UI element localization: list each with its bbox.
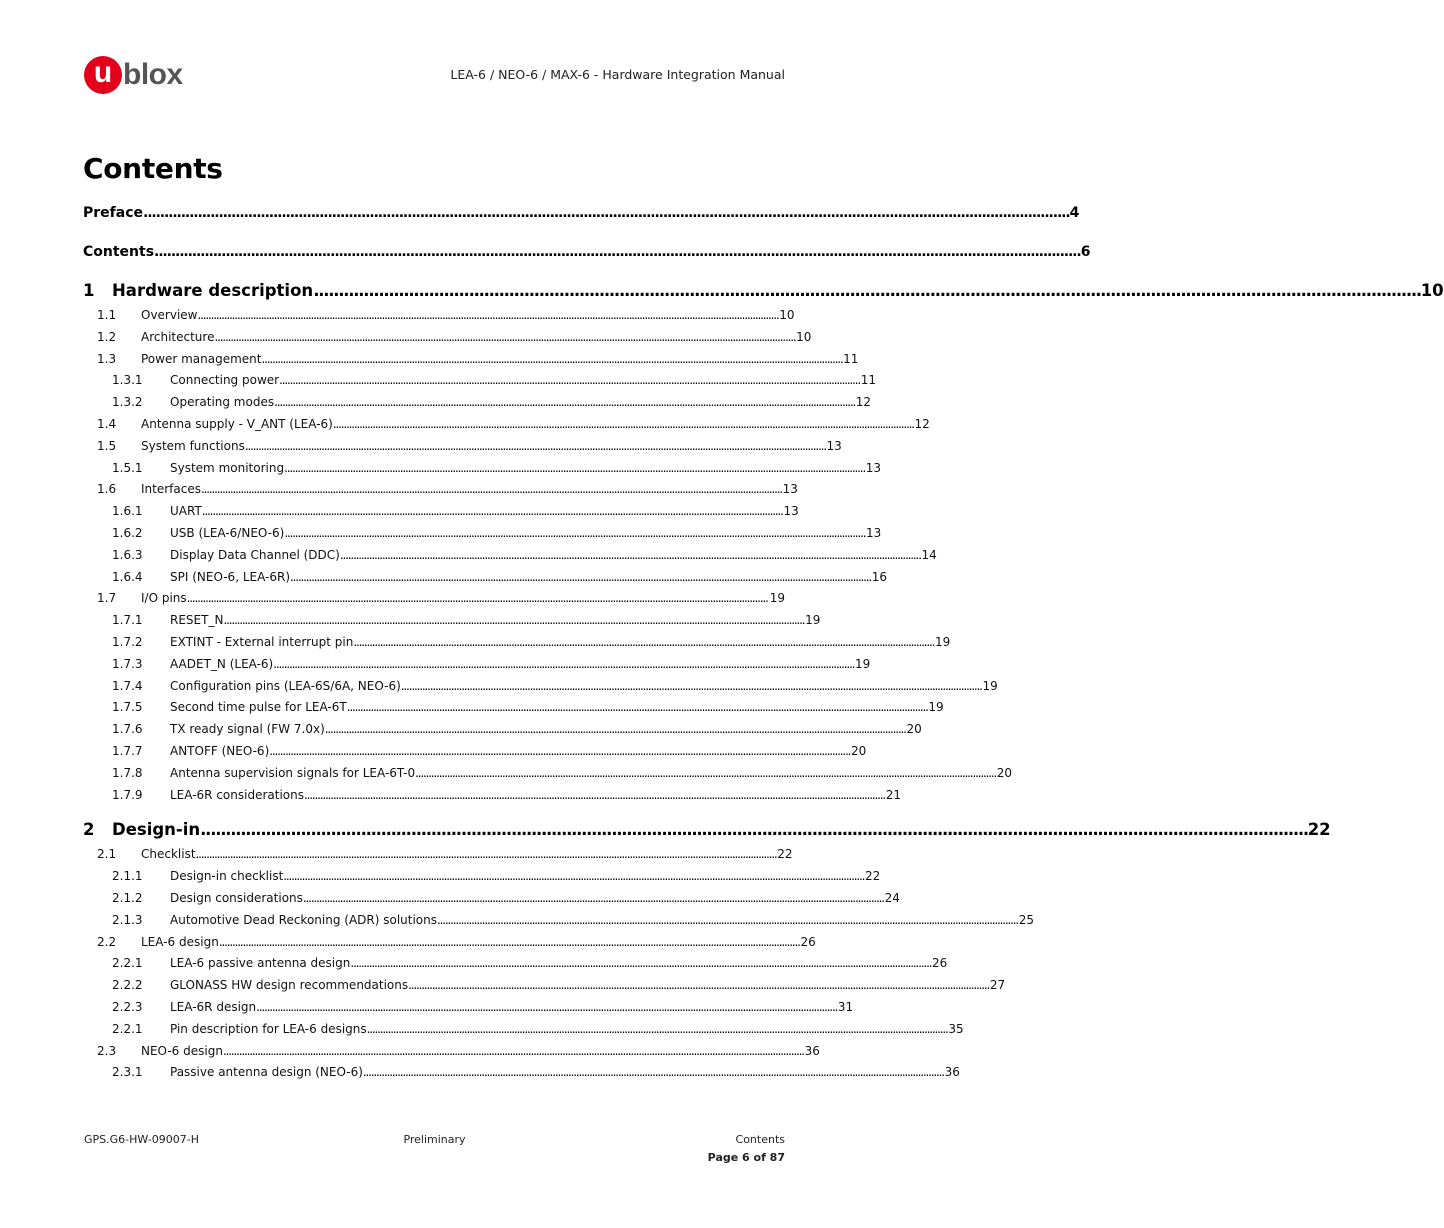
logo-mark: u — [84, 56, 122, 94]
toc-leader-dots — [325, 719, 905, 741]
toc-page-number: 13 — [865, 460, 882, 475]
footer-page-info: Page 6 of 87 — [707, 1151, 785, 1164]
toc-entry[interactable] — [83, 327, 812, 349]
toc-section-number: 2.1.2 — [112, 890, 143, 905]
toc-leader-dots — [256, 997, 836, 1019]
toc-leader-dots — [347, 697, 927, 719]
toc-entry[interactable] — [83, 632, 951, 654]
toc-page-number: 19 — [935, 634, 951, 649]
toc-entry-contents[interactable] — [83, 244, 1091, 266]
toc-section-number: 1.4 — [97, 416, 117, 431]
toc-page-number: 11 — [843, 351, 859, 366]
toc-section-number: 1.7 — [97, 591, 117, 606]
toc-leader-dots — [333, 414, 913, 436]
toc-section-number: 2.3 — [97, 1043, 117, 1058]
footer-section — [708, 1133, 785, 1164]
toc-chapter-title: Design-in — [112, 820, 201, 840]
toc-page-number: 11 — [860, 373, 877, 388]
toc-entry-preface[interactable] — [83, 205, 1080, 227]
toc-page-number: 4 — [1069, 205, 1080, 221]
toc-entry[interactable] — [83, 588, 785, 610]
toc-leader-dots — [223, 610, 803, 632]
toc-section-number: 1.7.9 — [112, 787, 143, 802]
toc-section-number: 1.6.4 — [112, 569, 143, 584]
toc-entry[interactable] — [83, 785, 901, 807]
toc-page-number: 16 — [871, 569, 887, 584]
toc-section-number: 2.2.1 — [112, 1021, 143, 1036]
toc-entry[interactable] — [83, 567, 887, 589]
toc-entry[interactable] — [83, 1041, 820, 1063]
toc-section-number: 1.5 — [97, 438, 117, 453]
toc-section-number: 1.6.2 — [112, 525, 143, 540]
toc-section-number: 1.7.7 — [112, 743, 143, 758]
toc-section-title: ANTOFF (NEO-6) — [170, 743, 270, 758]
toc-entry[interactable] — [83, 414, 930, 436]
toc-leader-dots — [245, 436, 825, 458]
toc-section-number: 2.1 — [97, 847, 117, 862]
toc-section-title: Passive antenna design (NEO-6) — [170, 1065, 363, 1080]
ublox-logo — [84, 55, 183, 95]
toc-page-number: 21 — [885, 787, 901, 802]
toc-chapter-1[interactable] — [83, 281, 1444, 305]
toc-page-number: 13 — [783, 504, 799, 519]
toc-leader-dots — [201, 479, 781, 501]
toc-leader-dots — [340, 545, 920, 567]
toc-page-number: 22 — [1307, 820, 1331, 840]
toc-section-number: 2.1.1 — [112, 869, 143, 884]
toc-leader-dots — [283, 866, 863, 888]
toc-entry[interactable] — [83, 719, 922, 741]
toc-section-number: 2.2.3 — [112, 999, 143, 1014]
toc-leader-dots — [279, 370, 859, 392]
toc-section-title: Antenna supervision signals for LEA-6T-0 — [170, 765, 416, 780]
toc-leader-dots — [415, 763, 995, 785]
toc-section-number: 1.7.8 — [112, 765, 143, 780]
toc-section-title: Automotive Dead Reckoning (ADR) solutions — [170, 912, 437, 927]
toc-leader-dots — [401, 676, 981, 698]
toc-chapter-1-sections — [83, 305, 1013, 806]
toc-leader-dots — [350, 953, 930, 975]
page-title: Contents — [83, 152, 223, 185]
toc-leader-dots — [284, 523, 864, 545]
toc-leader-dots — [304, 785, 884, 807]
toc-page-number: 10 — [1420, 281, 1444, 300]
toc-section-title: LEA-6R design — [170, 999, 257, 1014]
toc-entry[interactable] — [83, 1062, 960, 1084]
toc-page-number: 25 — [1018, 912, 1034, 927]
toc-entry[interactable] — [83, 953, 948, 975]
toc-section-number: 1.3.2 — [112, 395, 143, 410]
toc-page-number: 20 — [906, 722, 922, 737]
toc-section-number: 1.7.3 — [112, 656, 143, 671]
toc-entry[interactable] — [83, 676, 998, 698]
toc-entry[interactable] — [83, 697, 944, 719]
toc-entry[interactable] — [83, 501, 799, 523]
footer-doc-id: GPS.G6-HW-09007-H — [84, 1133, 200, 1146]
toc-section-title: RESET_N — [170, 613, 224, 628]
toc-leader-dots — [363, 1062, 943, 1084]
toc-section-title: Interfaces — [141, 482, 201, 497]
document-title: LEA-6 / NEO-6 / MAX-6 - Hardware Integration Manual — [450, 67, 785, 82]
toc-entry[interactable] — [83, 610, 821, 632]
toc-entry[interactable] — [83, 910, 1034, 932]
toc-page-number: 22 — [864, 869, 881, 884]
toc-section-number: 2.2 — [97, 934, 117, 949]
toc-section-number: 2.2.2 — [112, 978, 143, 993]
toc-section-number: 1.3.1 — [112, 373, 143, 388]
toc-page-number: 20 — [850, 743, 867, 758]
toc-section-title: Design considerations — [170, 890, 303, 905]
toc-section-title: NEO-6 design — [141, 1043, 223, 1058]
toc-leader-dots — [154, 244, 1079, 260]
toc-section-title: System monitoring — [170, 460, 285, 475]
toc-section-title: USB (LEA-6/NEO-6) — [170, 525, 285, 540]
toc-section-title: Power management — [141, 351, 262, 366]
toc-entry[interactable] — [83, 523, 882, 545]
toc-section-title: Overview — [141, 308, 198, 322]
toc-leader-dots — [437, 910, 1017, 932]
toc-page-number: 27 — [989, 978, 1006, 993]
toc-page-number: 19 — [854, 656, 871, 671]
toc-page-number: 14 — [921, 547, 937, 562]
toc-page-number: 31 — [837, 999, 854, 1014]
footer-status: Preliminary — [403, 1133, 466, 1146]
toc-section-number: 1.6.3 — [112, 547, 143, 562]
toc-chapter-number: 2 — [83, 820, 95, 840]
toc-chapter-title: Hardware description — [112, 281, 314, 300]
toc-entry[interactable] — [83, 844, 793, 866]
toc-entry[interactable] — [83, 305, 795, 327]
toc-section-number: 1.6 — [97, 482, 117, 497]
toc-page-number: 12 — [855, 395, 872, 410]
toc-page-number: 13 — [782, 482, 798, 497]
toc-section-title: LEA-6 passive antenna design — [170, 956, 351, 971]
toc-leader-dots — [274, 392, 854, 414]
toc-leader-dots — [273, 654, 853, 676]
toc-page-number: 6 — [1080, 244, 1091, 260]
toc-page-number: 19 — [805, 613, 821, 628]
toc-entry[interactable] — [83, 370, 877, 392]
toc-entry[interactable] — [83, 436, 842, 458]
toc-section-title: Antenna supply - V_ANT (LEA-6) — [141, 416, 333, 431]
toc-leader-dots — [284, 458, 864, 480]
toc-entry[interactable] — [83, 741, 867, 763]
toc-entry-title: Preface — [83, 205, 143, 221]
toc-leader-dots — [290, 567, 870, 589]
toc-section-title: Checklist — [141, 847, 196, 862]
toc-chapter-2-sections — [83, 844, 1034, 1084]
toc-entry[interactable] — [83, 458, 882, 480]
toc-section-title: EXTINT - External interrupt pin — [170, 634, 354, 649]
toc-section-title: LEA-6R considerations — [170, 787, 304, 802]
toc-section-number: 1.7.4 — [112, 678, 143, 693]
toc-page-number: 12 — [914, 416, 930, 431]
toc-entry[interactable] — [83, 479, 798, 501]
toc-section-title: SPI (NEO-6, LEA-6R) — [170, 569, 291, 584]
toc-leader-dots — [198, 305, 778, 327]
toc-entry[interactable] — [83, 545, 937, 567]
toc-entry[interactable] — [83, 763, 1013, 785]
toc-section-number: 2.1.3 — [112, 912, 143, 927]
toc-section-title: Architecture — [141, 329, 215, 344]
toc-section-number: 1.7.1 — [112, 613, 143, 628]
toc-entry[interactable] — [83, 654, 871, 676]
toc-section-number: 1.1 — [97, 308, 117, 322]
toc-section-number: 1.3 — [97, 351, 117, 366]
toc-section-title: Design-in checklist — [170, 869, 284, 884]
toc-entry[interactable] — [83, 997, 854, 1019]
toc-section-title: Configuration pins (LEA-6S/6A, NEO-6) — [170, 678, 401, 693]
toc-leader-dots — [353, 632, 933, 654]
toc-leader-dots — [408, 975, 988, 997]
toc-section-title: GLONASS HW design recommendations — [170, 978, 409, 993]
toc-section-number: 1.7.2 — [112, 634, 143, 649]
toc-page-number: 13 — [866, 525, 882, 540]
toc-page-number: 10 — [779, 308, 795, 322]
toc-leader-dots — [223, 1041, 803, 1063]
toc-section-number: 2.2.1 — [112, 956, 143, 971]
toc-entry[interactable] — [83, 1019, 964, 1041]
toc-entry[interactable] — [83, 888, 900, 910]
toc-page-number: 20 — [996, 765, 1013, 780]
toc-section-title: AADET_N (LEA-6) — [170, 656, 274, 671]
logo-text: blox — [123, 58, 183, 91]
toc-section-title: System functions — [141, 438, 245, 453]
toc-entry[interactable] — [83, 866, 881, 888]
toc-page-number: 19 — [769, 591, 785, 606]
footer-section-name: Contents — [735, 1133, 785, 1146]
toc-chapter-number: 1 — [83, 281, 95, 300]
toc-page-number: 19 — [928, 700, 944, 715]
toc-leader-dots — [367, 1019, 947, 1041]
toc-entry[interactable] — [83, 349, 859, 371]
toc-entry-title: Contents — [83, 244, 155, 260]
toc-leader-dots — [200, 820, 1306, 839]
toc-leader-dots — [143, 205, 1068, 221]
toc-section-number: 1.7.6 — [112, 722, 143, 737]
toc-page-number: 36 — [944, 1065, 960, 1080]
toc-page-number: 13 — [826, 438, 842, 453]
toc-section-title: UART — [170, 504, 202, 519]
table-of-contents — [83, 205, 1444, 1084]
toc-leader-dots — [261, 349, 841, 371]
toc-section-number: 1.7.5 — [112, 700, 143, 715]
toc-leader-dots — [214, 327, 794, 349]
toc-section-title: TX ready signal (FW 7.0x) — [170, 722, 325, 737]
toc-section-title: I/O pins — [141, 591, 187, 606]
toc-leader-dots — [313, 281, 1419, 300]
toc-leader-dots — [196, 844, 776, 866]
toc-entry[interactable] — [83, 392, 872, 414]
toc-section-number: 1.5.1 — [112, 460, 143, 475]
toc-leader-dots — [187, 588, 768, 610]
toc-page-number: 19 — [982, 678, 998, 693]
toc-entry[interactable] — [83, 932, 816, 954]
toc-section-title: Pin description for LEA-6 designs — [170, 1021, 367, 1036]
toc-page-number: 26 — [932, 956, 948, 971]
toc-page-number: 26 — [800, 934, 816, 949]
toc-section-title: LEA-6 design — [141, 934, 219, 949]
toc-page-number: 35 — [948, 1021, 964, 1036]
toc-chapter-2[interactable] — [83, 820, 1331, 844]
toc-leader-dots — [303, 888, 883, 910]
toc-section-title: Second time pulse for LEA-6T — [170, 700, 347, 715]
toc-page-number: 22 — [777, 847, 793, 862]
toc-section-title: Display Data Channel (DDC) — [170, 547, 340, 562]
toc-entry[interactable] — [83, 975, 1006, 997]
toc-section-number: 1.2 — [97, 329, 117, 344]
toc-leader-dots — [219, 932, 799, 954]
toc-section-number: 2.3.1 — [112, 1065, 143, 1080]
toc-section-title: Connecting power — [170, 373, 280, 388]
toc-section-title: Operating modes — [170, 395, 275, 410]
toc-page-number: 36 — [804, 1043, 820, 1058]
toc-leader-dots — [269, 741, 849, 763]
toc-section-number: 1.6.1 — [112, 504, 143, 519]
toc-leader-dots — [202, 501, 782, 523]
toc-page-number: 24 — [884, 890, 900, 905]
toc-page-number: 10 — [796, 329, 812, 344]
